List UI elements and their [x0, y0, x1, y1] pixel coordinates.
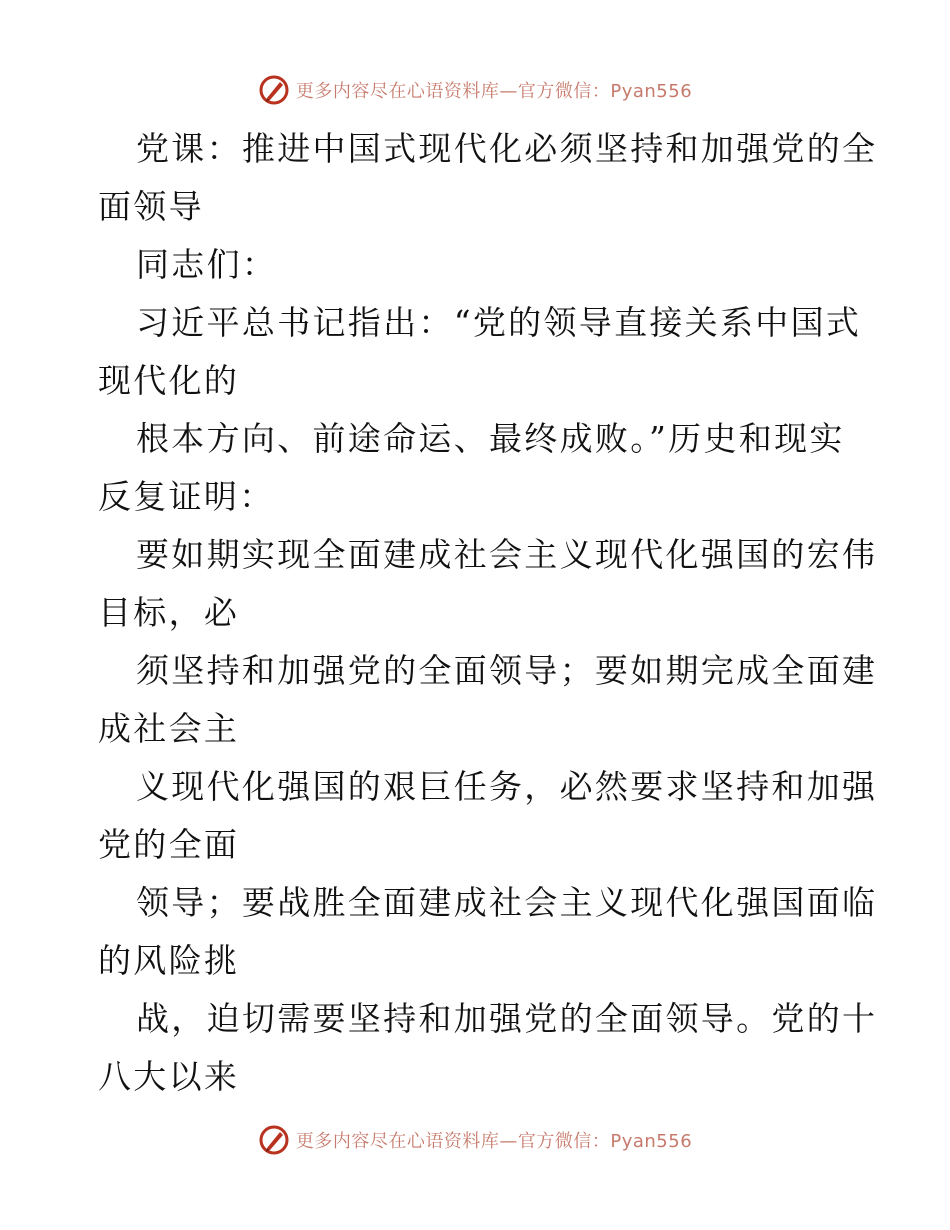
document-line: 党课：推进中国式现代化必须坚持和加强党的全	[136, 129, 878, 168]
pen-seal-logo-icon	[258, 74, 290, 106]
document-line: 根本方向、前途命运、最终成败。”历史和现实	[136, 419, 845, 458]
document-line: 战，迫切需要坚持和加强党的全面领导。党的十	[136, 999, 878, 1038]
document-line: 领导；要战胜全面建成社会主义现代化强国面临	[136, 883, 878, 922]
document-line: 须坚持和加强党的全面领导；要如期完成全面建	[136, 651, 878, 690]
header-banner-text: 更多内容尽在心语资料库—官方微信：Pyan556	[295, 81, 693, 102]
document-line: 的风险挑	[98, 941, 240, 980]
footer-banner	[0, 1120, 950, 1160]
pen-seal-logo-icon	[258, 1124, 290, 1156]
header-banner	[0, 70, 950, 110]
document-line: 成社会主	[98, 709, 240, 748]
document-line: 反复证明：	[98, 477, 275, 516]
document-line: 目标，必	[98, 593, 240, 632]
document-line: 义现代化强国的艰巨任务，必然要求坚持和加强	[136, 767, 878, 806]
document-line: 要如期实现全面建成社会主义现代化强国的宏伟	[136, 535, 878, 574]
footer-banner-text: 更多内容尽在心语资料库—官方微信：Pyan556	[295, 1131, 693, 1152]
document-line: 八大以来	[98, 1057, 240, 1096]
document-line: 面领导	[98, 187, 204, 226]
document-line: 同志们：	[136, 245, 278, 284]
document-line: 习近平总书记指出：“党的领导直接关系中国式	[136, 303, 862, 342]
document-line: 党的全面	[98, 825, 240, 864]
document-body	[98, 120, 878, 1106]
document-line: 现代化的	[98, 361, 240, 400]
